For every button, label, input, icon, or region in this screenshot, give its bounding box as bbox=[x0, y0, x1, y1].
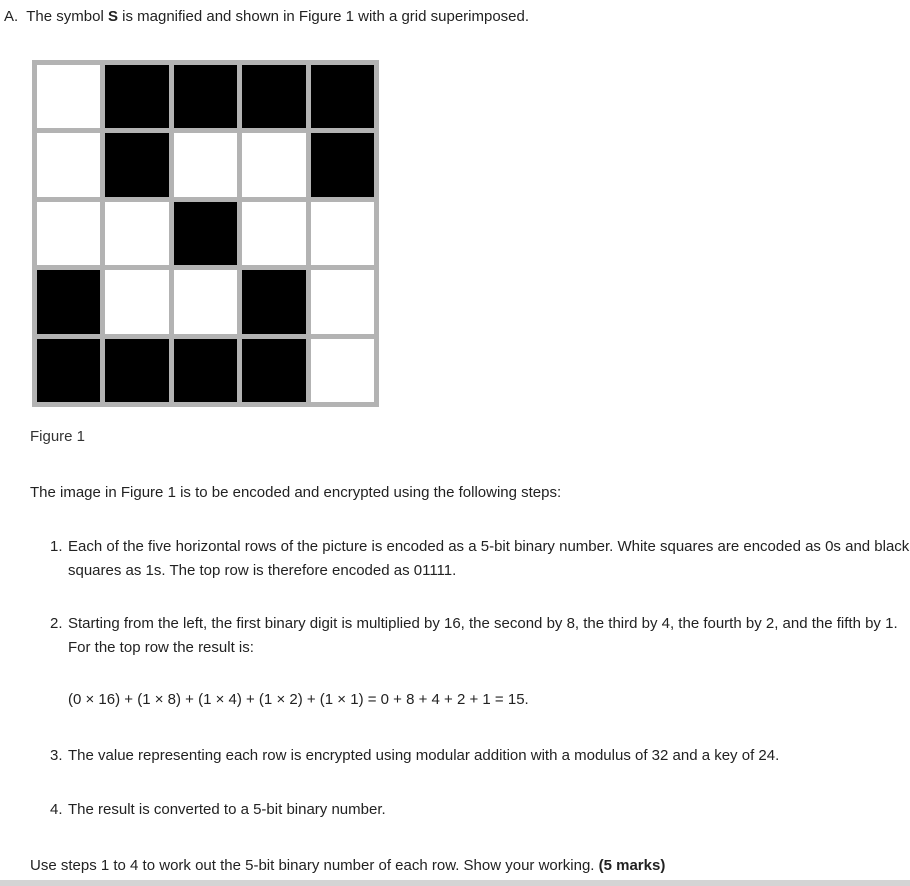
step-4-text: The result is converted to a 5-bit binary number. bbox=[68, 801, 386, 818]
grid-cell-r1-c2-black bbox=[105, 65, 168, 128]
grid-cell-r5-c2-black bbox=[105, 339, 168, 402]
grid-cell-r5-c3-black bbox=[174, 339, 237, 402]
grid-cell-r4-c2-white bbox=[105, 270, 168, 333]
grid-cell-r3-c4-white bbox=[242, 202, 305, 265]
grid-cell-r3-c2-white bbox=[105, 202, 168, 265]
step-1-number: 1. bbox=[50, 538, 63, 555]
step-3-number: 3. bbox=[50, 747, 63, 764]
instruction bbox=[30, 856, 665, 876]
step-3 bbox=[50, 744, 910, 768]
grid-cell-r1-c4-black bbox=[242, 65, 305, 128]
figure-grid bbox=[32, 60, 379, 407]
grid-cell-r2-c3-white bbox=[174, 133, 237, 196]
grid-cell-r1-c5-black bbox=[311, 65, 374, 128]
grid-cell-r3-c1-white bbox=[37, 202, 100, 265]
question-symbol: S bbox=[107, 8, 118, 25]
step-1-text: Each of the five horizontal rows of the picture is encoded as a 5-bit binary number. White squares are encoded as 0s and black squares as 1s. The top row is therefore encoded as 01111. bbox=[68, 538, 910, 579]
step-2 bbox=[50, 612, 910, 659]
grid-cell-r1-c1-white bbox=[37, 65, 100, 128]
grid-cell-r2-c4-white bbox=[242, 133, 305, 196]
grid-cell-r2-c2-black bbox=[105, 133, 168, 196]
grid-cell-r3-c5-white bbox=[311, 202, 374, 265]
grid-cell-r4-c3-white bbox=[174, 270, 237, 333]
grid-cell-r2-c5-black bbox=[311, 133, 374, 196]
grid-cell-r4-c4-black bbox=[242, 270, 305, 333]
instruction-marks: (5 marks) bbox=[598, 857, 666, 874]
question-prefix: A. bbox=[4, 8, 19, 25]
step-1 bbox=[50, 535, 910, 582]
step-3-text: The value representing each row is encrypted using modular addition with a modulus of 32 and a key of 24. bbox=[68, 747, 780, 764]
grid-cell-r1-c3-black bbox=[174, 65, 237, 128]
instruction-text: Use steps 1 to 4 to work out the 5-bit binary number of each row. Show your working. bbox=[30, 857, 599, 874]
grid-cell-r5-c1-black bbox=[37, 339, 100, 402]
step-2-number: 2. bbox=[50, 615, 63, 632]
grid-cell-r4-c1-black bbox=[37, 270, 100, 333]
bottom-divider bbox=[0, 880, 910, 886]
step-4 bbox=[50, 798, 910, 822]
formula: (0 × 16) + (1 × 8) + (1 × 4) + (1 × 2) + (1 × 1) = 0 + 8 + 4 + 2 + 1 = 15. bbox=[68, 691, 529, 708]
step-4-number: 4. bbox=[50, 801, 63, 818]
intro-text: The image in Figure 1 is to be encoded and encrypted using the following steps: bbox=[30, 484, 562, 501]
grid-cell-r3-c3-black bbox=[174, 202, 237, 265]
grid-cell-r4-c5-white bbox=[311, 270, 374, 333]
question-text-before: The symbol bbox=[26, 8, 108, 25]
grid-cell-r5-c5-white bbox=[311, 339, 374, 402]
grid-cell-r2-c1-white bbox=[37, 133, 100, 196]
step-2-text: Starting from the left, the first binary digit is multiplied by 16, the second by 8, the third by 4, the fourth by 2, and the fifth by 1. For the top row the result is: bbox=[68, 615, 898, 656]
question-text-after: is magnified and shown in Figure 1 with a grid superimposed. bbox=[117, 8, 530, 25]
figure-caption: Figure 1 bbox=[30, 428, 86, 445]
question-heading bbox=[4, 7, 529, 27]
grid-cell-r5-c4-black bbox=[242, 339, 305, 402]
